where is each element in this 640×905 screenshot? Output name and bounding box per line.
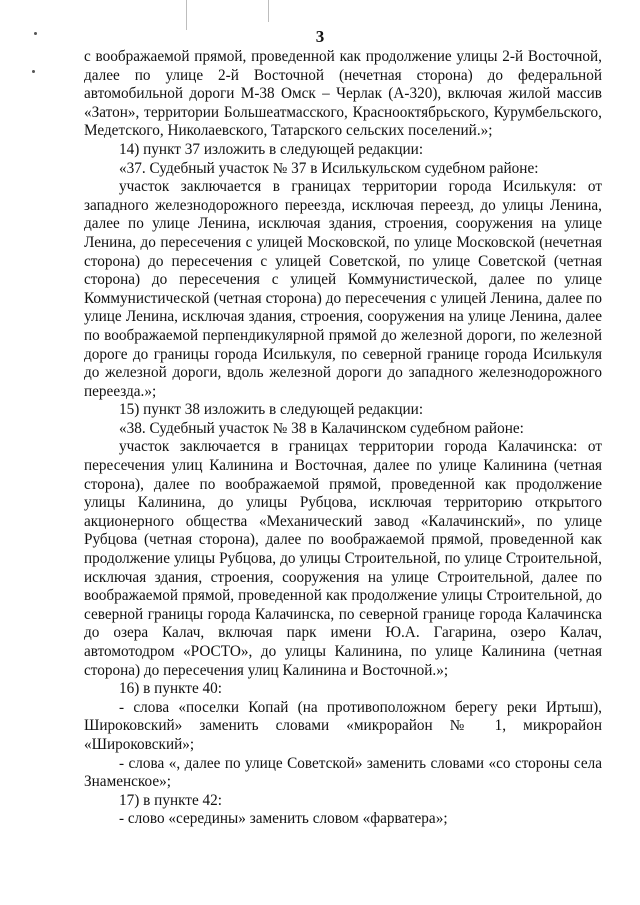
paragraph: с воображаемой прямой, проведенной как продолжение улицы 2-й Восточной, далее по улице 2-й Восточной (нечетная сторона) до федеральной автомобильной дороги М-38 Омск – Черлак (А-320), включая жилой массив «Затон», территории Большеатмасского, Краснооктябрьского, Курумбельского, Медетского, Николаевского, Татарского сельских поселений.»; (84, 48, 602, 140)
paragraph: 14) пункт 37 изложить в следующей редакции: (119, 140, 424, 158)
paragraph: участок заключается в границах территории города Калачинска: от пересечения улиц Калинина и Восточная, далее по улице Калинина (четная сторона), далее по воображаемой прямой, проведенной как продолжение улицы Калинина, до улицы Рубцова, исключая территорию открытого акционерного общества «Механический завод «Калачинский», по улице Рубцова (четная сторона), далее по воображаемой прямой, проведенной как продолжение улицы Рубцова, до улицы Строительной, по улице Строительной, исключая здания, строения, сооружения на улице Строительной, далее по воображаемой прямой, проведенной как продолжение улицы Строительной, до северной границы города Калачинска, по северной границе города Калачинска до озера Калач, включая парк имени Ю.А. Гагарина, озеро Калач, автомотодром «РОСТО», до улицы Калинина, по улице Калинина (четная сторона) до пересечения улиц Калинина и Восточной.»; (84, 438, 602, 679)
paragraph: «38. Судебный участок № 38 в Калачинском судебном районе: (119, 419, 524, 437)
paragraph: - слова «поселки Копай (на противоположном берегу реки Иртыш), Широковский» заменить словами «микрорайон № 1, микрорайон «Широковский»; (84, 698, 602, 753)
paragraph: - слова «, далее по улице Советской» заменить словами «со стороны села Знаменское»; (84, 754, 602, 791)
paragraph: участок заключается в границах территории города Исилькуля: от западного железнодорожного переезда, исключая переезд, до улицы Ленина, далее по улице Ленина, исключая здания, строения, сооружения на улице Ленина, до пересечения с улицей Московской, по улице Московской (нечетная сторона) до пересечения с улицей Советской, по улице Советской (четная сторона) до пересечения с улицей Коммунистической, далее по улице Коммунистической (четная сторона) до пересечения с улицей Ленина, далее по улице Ленина, исключая здания, строения, сооружения на улице Ленина, далее по воображаемой перпендикулярной прямой до железной дороги, по железной дороге до границы города Исилькуля, по северной границе города Исилькуля до железной дороги, вдоль железной дороги до западного железнодорожного переезда.»; (84, 178, 602, 400)
paragraph: «37. Судебный участок № 37 в Исилькульском судебном районе: (119, 159, 539, 177)
paragraph: 17) в пункте 42: (119, 791, 223, 809)
scan-line (186, 0, 187, 30)
paragraph: - слово «середины» заменить словом «фарватера»; (119, 810, 448, 828)
document-body (84, 48, 602, 829)
page-number: 3 (315, 27, 325, 46)
scan-line (268, 0, 269, 22)
scan-speck (32, 70, 35, 73)
paragraph: 16) в пункте 40: (119, 680, 223, 698)
paragraph: 15) пункт 38 изложить в следующей редакции: (119, 401, 424, 419)
